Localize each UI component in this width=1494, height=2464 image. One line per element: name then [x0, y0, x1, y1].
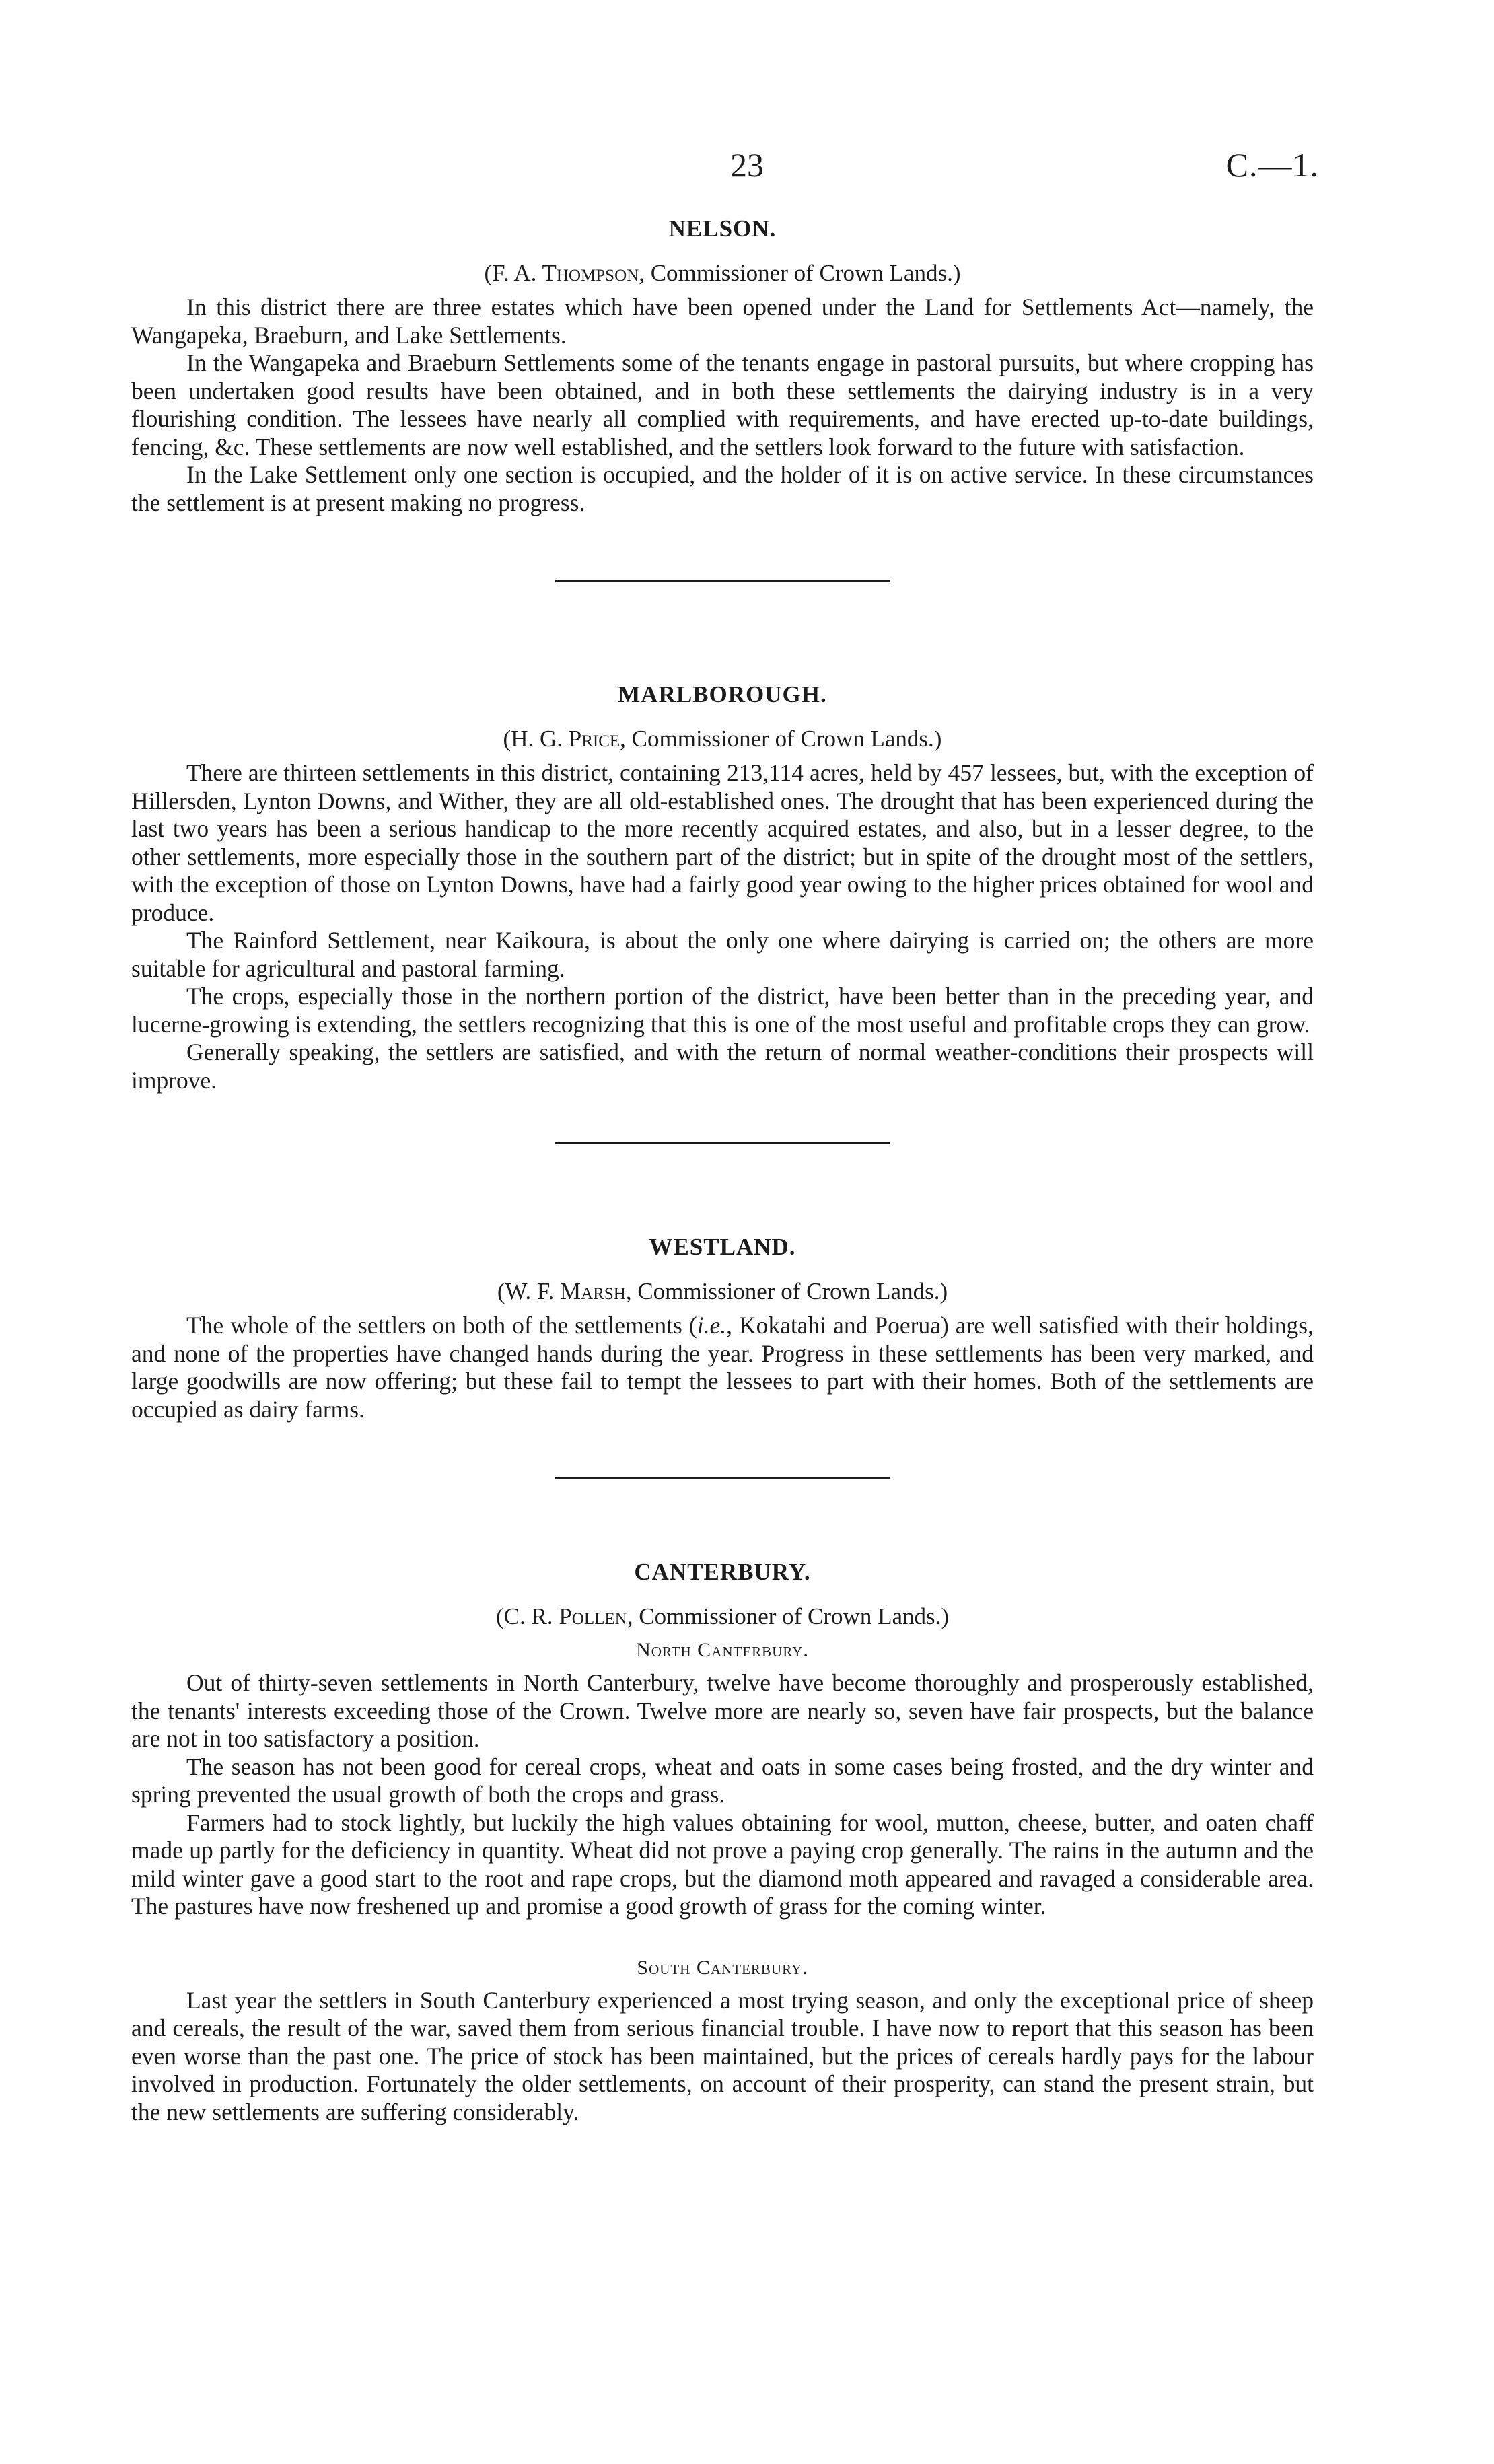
paragraph-italic-text: i.e. — [697, 1312, 727, 1339]
section-westland — [131, 1232, 1314, 1423]
commissioner-name: C. R. Pollen — [503, 1603, 627, 1629]
document-reference: C.—1. — [1225, 146, 1319, 184]
commissioner-line-westland: (W. F. Marsh, Commissioner of Crown Lands.) — [497, 1278, 948, 1304]
paragraph: The crops, especially those in the northern portion of the district, have been better than in the preceding year, and lucerne-growing is extending, the settlers recognizing that this is one of the most useful and profitable crops they can grow. — [131, 983, 1314, 1038]
commissioner-role: , Commissioner of Crown Lands.) — [620, 726, 942, 752]
section-marlborough — [131, 680, 1314, 1094]
paragraph: Generally speaking, the settlers are satisfied, and with the return of normal weather-conditions their prospects will improve. — [131, 1039, 1314, 1094]
paragraph: Farmers had to stock lightly, but luckily the high values obtaining for wool, mutton, cheese, butter, and oaten chaff made up partly for the deficiency in quantity. Wheat did not prove a paying crop generally. The rains in the autumn and the mild winter gave a good start to the root and rape crops, but the diamond moth appeared and ravaged a considerable area. The pastures have now freshened up and promise a good growth of grass for the coming winter. — [131, 1808, 1314, 1920]
paragraph — [131, 1312, 1314, 1423]
section-title-marlborough: MARLBOROUGH. — [618, 681, 827, 707]
page-number: 23 — [730, 146, 764, 184]
commissioner-name: H. G. Price — [511, 726, 620, 752]
section-title-westland: WESTLAND. — [649, 1234, 796, 1260]
section-title-nelson: NELSON. — [668, 215, 777, 242]
paragraph: In the Wangapeka and Braeburn Settlements some of the tenants engage in pastoral pursuits, but where cropping has been undertaken good results have been obtained, and in both these settlements the dairying industry is in a very flourishing condition. The lessees have nearly all complied with requirements, and have erected up-to-date buildings, fencing, &c. These settlements are now well established, and the settlers look forward to the future with satisfaction. — [131, 349, 1314, 460]
paragraph: The season has not been good for cereal crops, wheat and oats in some cases being frosted, and the dry winter and spring prevented the usual growth of both the crops and grass. — [131, 1753, 1314, 1808]
commissioner-role: , Commissioner of Crown Lands.) — [625, 1278, 948, 1304]
commissioner-line-nelson: (F. A. Thompson, Commissioner of Crown Lands.) — [484, 260, 961, 286]
paragraph: In this district there are three estates which have been opened under the Land for Settlements Act—namely, the Wangapeka, Braeburn, and Lake Settlements. — [131, 293, 1314, 349]
page-content — [131, 214, 1314, 2126]
commissioner-role: , Commissioner of Crown Lands.) — [639, 260, 961, 286]
subheading-north-canterbury: North Canterbury. — [636, 1639, 809, 1661]
paragraph: In the Lake Settlement only one section is occupied, and the holder of it is on active service. In these circumstances the settlement is at present making no progress. — [131, 461, 1314, 516]
section-title-canterbury: CANTERBURY. — [634, 1559, 811, 1585]
paragraph: Last year the settlers in South Canterbury experienced a most trying season, and only the exceptional price of sheep and cereals, the result of the war, saved them from serious financial trouble. I have now to report that this season has been even worse than the past one. The price of stock has been maintained, but the prices of cereals hardly pays for the labour involved in production. Fortunately the older settlements, on account of their prosperity, can stand the present strain, but the new settlements are suffering considerably. — [131, 1986, 1314, 2125]
paragraph: The Rainford Settlement, near Kaikoura, is about the only one where dairying is carried on; the others are more suitable for agricultural and pastoral farming. — [131, 927, 1314, 982]
commissioner-name: W. F. Marsh — [505, 1278, 626, 1304]
page-header — [0, 145, 1494, 192]
paragraph-text: , Kokatahi and Poerua) are well satisfied with their holdings, and none of the properties have changed hands during the year. Progress in these settlements has been very marked, and large goodwills are now offering; but these fail to tempt the lessees to part with their homes. Both of the settlements are occupied as dairy farms. — [131, 1312, 1314, 1423]
section-canterbury — [131, 1557, 1314, 2126]
paragraph: There are thirteen settlements in this district, containing 213,114 acres, held by 457 lessees, but, with the exception of Hillersden, Lynton Downs, and Wither, they are all old-established ones. The drought that has been experienced during the last two years has been a serious handicap to the more recently acquired estates, and also, but in a lesser degree, to the other settlements, more especially those in the southern part of the district; but in spite of the drought most of the settlers, with the exception of those on Lynton Downs, have had a fairly good year owing to the higher prices obtained for wool and produce. — [131, 759, 1314, 926]
section-nelson — [131, 214, 1314, 517]
paragraph: Out of thirty-seven settlements in North Canterbury, twelve have become thoroughly and prosperously established, the tenants' interests exceeding those of the Crown. Twelve more are nearly so, seven have fair prospects, but the balance are not in too satisfactory a position. — [131, 1669, 1314, 1752]
subheading-south-canterbury: South Canterbury. — [637, 1956, 808, 1979]
commissioner-line-canterbury: (C. R. Pollen, Commissioner of Crown Lands.) — [495, 1603, 950, 1629]
paragraph-text: The whole of the settlers on both of the settlements ( — [186, 1312, 697, 1339]
commissioner-line-marlborough: (H. G. Price, Commissioner of Crown Lands.) — [503, 726, 942, 752]
commissioner-role: , Commissioner of Crown Lands.) — [627, 1603, 950, 1629]
commissioner-name: F. A. Thompson — [492, 260, 639, 286]
